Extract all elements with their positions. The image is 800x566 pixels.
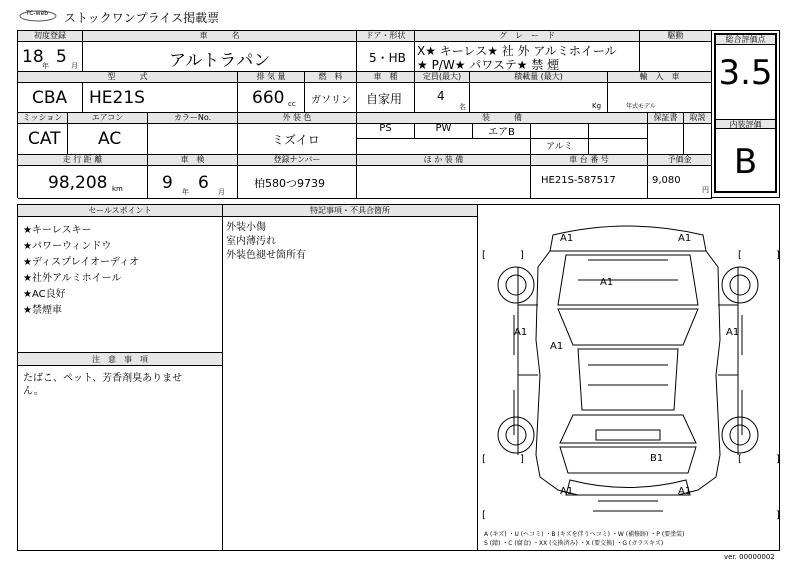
- label-plate: 登録ナンバー: [238, 155, 357, 166]
- plate-number: 柏580つ9739: [238, 165, 357, 199]
- special-note-item: 外装色褪せ箇所有: [226, 250, 306, 261]
- load: [470, 82, 608, 113]
- equip-ps: PS: [357, 123, 415, 139]
- grade: [415, 41, 640, 72]
- legend-line-1: A (キズ) ・U (ヘコミ) ・B (キズを伴うヘコミ) ・W (補修跡) ・P (要塗装): [484, 531, 685, 538]
- label-door-shape: ドア・形状: [357, 31, 415, 42]
- damage-mark: A1: [600, 277, 614, 288]
- overall-rating: 3.5: [718, 53, 773, 93]
- bracket-right-top: ]: [776, 250, 780, 261]
- mileage-value: 98,208: [48, 173, 108, 193]
- equip-airbag: エアB: [473, 123, 531, 139]
- reg-month: 5: [56, 47, 67, 67]
- bracket-right-bottom: ]: [776, 454, 780, 465]
- door-shape: 5・HB: [357, 41, 415, 72]
- sales-point-item: ★禁煙車: [23, 305, 62, 316]
- equip-slot-8: [589, 139, 647, 154]
- interior-rating-label: 内装評価: [716, 119, 775, 129]
- legend-line-2: S (錆) ・C (腐食) ・XX (交換済み) ・X (要交換) ・G (ガラスキズ): [484, 540, 664, 547]
- warranty: [648, 123, 684, 155]
- top-table: [17, 30, 711, 198]
- label-warranty: 保証書: [648, 113, 684, 124]
- logo-text: TC-web: [26, 10, 49, 17]
- bracket-right-bottom-left: ]: [520, 454, 524, 465]
- label-drive: 駆動: [640, 31, 712, 42]
- special-note-item: 室内薄汚れ: [226, 236, 276, 247]
- displacement: [238, 82, 305, 113]
- sales-point-item: ★社外アルミホイール: [23, 273, 122, 284]
- aircon: AC: [68, 123, 148, 155]
- capacity-unit: 名: [459, 103, 466, 111]
- label-capacity: 定員(最大): [415, 72, 470, 83]
- equip-slot-4: [531, 123, 589, 139]
- displacement-unit: cc: [288, 100, 296, 108]
- damage-mark: A1: [560, 486, 574, 497]
- sales-point-item: ★AC良好: [23, 289, 66, 300]
- equip-pw: PW: [415, 123, 473, 139]
- other-equipment: [357, 165, 531, 199]
- label-displacement: 排 気 量: [238, 72, 305, 83]
- page-title: ストックワンプライス掲載票: [64, 11, 220, 25]
- label-first-registration: 初度登録: [18, 31, 83, 42]
- fuel: ガソリン: [305, 82, 357, 113]
- label-vehicle-class: 車 種: [357, 72, 415, 83]
- inspection: [148, 165, 238, 199]
- damage-mark: A1: [514, 327, 528, 338]
- special-note-item: 外装小傷: [226, 222, 266, 233]
- interior-rating: B: [733, 142, 758, 182]
- inspection-year: 9: [162, 173, 173, 193]
- mission: CAT: [18, 123, 68, 155]
- damage-mark: A1: [726, 327, 740, 338]
- inspection-month: 6: [198, 173, 209, 193]
- inspection-month-unit: 月: [218, 188, 225, 196]
- label-manual: 取説: [684, 113, 712, 124]
- bracket-left-bottom: [: [482, 454, 486, 465]
- grade-line-2: ★ P/W★ パワステ★ 禁 煙: [417, 58, 560, 72]
- label-mileage: 走 行 距 離: [18, 155, 148, 166]
- equip-alloy: アルミ: [531, 139, 589, 154]
- damage-mark: A1: [678, 233, 692, 244]
- notes-label: 注 意 事 項: [18, 353, 223, 366]
- load-unit: Kg: [592, 102, 602, 110]
- equip-slot-6: [357, 139, 531, 154]
- reg-month-unit: 月: [71, 62, 78, 70]
- bracket-left-top-right: [: [738, 250, 742, 261]
- special-notes-label: 特記事項・不具合箇所: [223, 205, 478, 217]
- vehicle-class: 自家用: [357, 82, 415, 113]
- label-price: 予価金: [648, 155, 712, 166]
- import-model-year: 年式モデル: [626, 103, 656, 110]
- sales-points-list: [18, 217, 223, 353]
- mileage: [18, 165, 148, 199]
- damage-mark: A1: [678, 486, 692, 497]
- manual: [684, 123, 712, 155]
- capacity: [415, 82, 470, 113]
- sales-point-item: ★パワーウィンドウ: [23, 241, 112, 252]
- damage-mark: B1: [650, 453, 664, 464]
- model-prefix: CBA: [18, 82, 83, 113]
- bracket-left-bottom-right: [: [738, 454, 742, 465]
- car-name: アルトラパン: [83, 41, 357, 72]
- label-mission: ミッション: [18, 113, 68, 124]
- overall-rating-label: 総合評価点: [716, 35, 775, 45]
- notes-line-2: ん。: [23, 386, 44, 397]
- damage-mark: A1: [550, 341, 564, 352]
- label-car-name: 車 名: [83, 31, 357, 42]
- version-label: ver. 00000002: [724, 553, 775, 561]
- sales-point-item: ★ディスプレイオーディオ: [23, 257, 140, 268]
- label-grade: グ レ ー ド: [415, 31, 640, 42]
- label-import: 輸 入 車: [608, 72, 712, 83]
- label-chassis: 車 台 番 号: [531, 155, 648, 166]
- price-value: 9,080: [652, 175, 681, 186]
- label-model: 型 式: [18, 72, 238, 83]
- price: [648, 165, 712, 199]
- lower-section: [17, 204, 780, 551]
- special-notes-list: [223, 217, 478, 551]
- sales-point-item: ★キーレスキー: [23, 225, 92, 236]
- label-other-equipment: ほ か 装 備: [357, 155, 531, 166]
- bracket-right-top-left: ]: [520, 250, 524, 261]
- capacity-value: 4: [437, 89, 445, 103]
- label-equipment: 装 備: [357, 113, 648, 124]
- reg-year: 18: [22, 47, 44, 67]
- import-car: [608, 82, 712, 113]
- grade-line-1: X★ キーレス★ 社 外 アルミホイール: [417, 44, 617, 58]
- equip-slot-5: [589, 123, 647, 139]
- drive: [640, 41, 712, 72]
- displacement-value: 660: [252, 88, 285, 108]
- inspection-year-unit: 年: [182, 188, 189, 196]
- bracket-right-bumper: ]: [776, 510, 780, 521]
- model: HE21S: [83, 82, 238, 113]
- label-exterior-color: 外 装 色: [238, 113, 357, 124]
- bracket-left-top: [: [482, 250, 486, 261]
- notes-line-1: たばこ、ペット、芳香剤臭ありませ: [23, 373, 183, 384]
- damage-mark: A1: [560, 233, 574, 244]
- ratings-box: [711, 30, 780, 198]
- logo: [18, 8, 58, 22]
- mileage-unit: km: [112, 185, 123, 193]
- sales-points-label: セールスポイント: [18, 205, 223, 217]
- label-color-no: カラーNo.: [148, 113, 238, 124]
- reg-year-unit: 年: [42, 62, 49, 70]
- label-fuel: 燃 料: [305, 72, 357, 83]
- ratings-inner: [714, 33, 777, 193]
- label-aircon: エアコン: [68, 113, 148, 124]
- label-load: 積載量 (最大): [470, 72, 608, 83]
- notes-text: [18, 366, 223, 551]
- color-no: [148, 123, 238, 155]
- equipment-grid: [357, 123, 648, 155]
- exterior-color: ミズイロ: [238, 123, 357, 155]
- bracket-left-bumper: [: [482, 510, 486, 521]
- first-registration: [18, 41, 83, 72]
- price-unit: 円: [702, 186, 709, 194]
- label-inspection: 車 検: [148, 155, 238, 166]
- chassis-number: HE21S-587517: [531, 165, 648, 199]
